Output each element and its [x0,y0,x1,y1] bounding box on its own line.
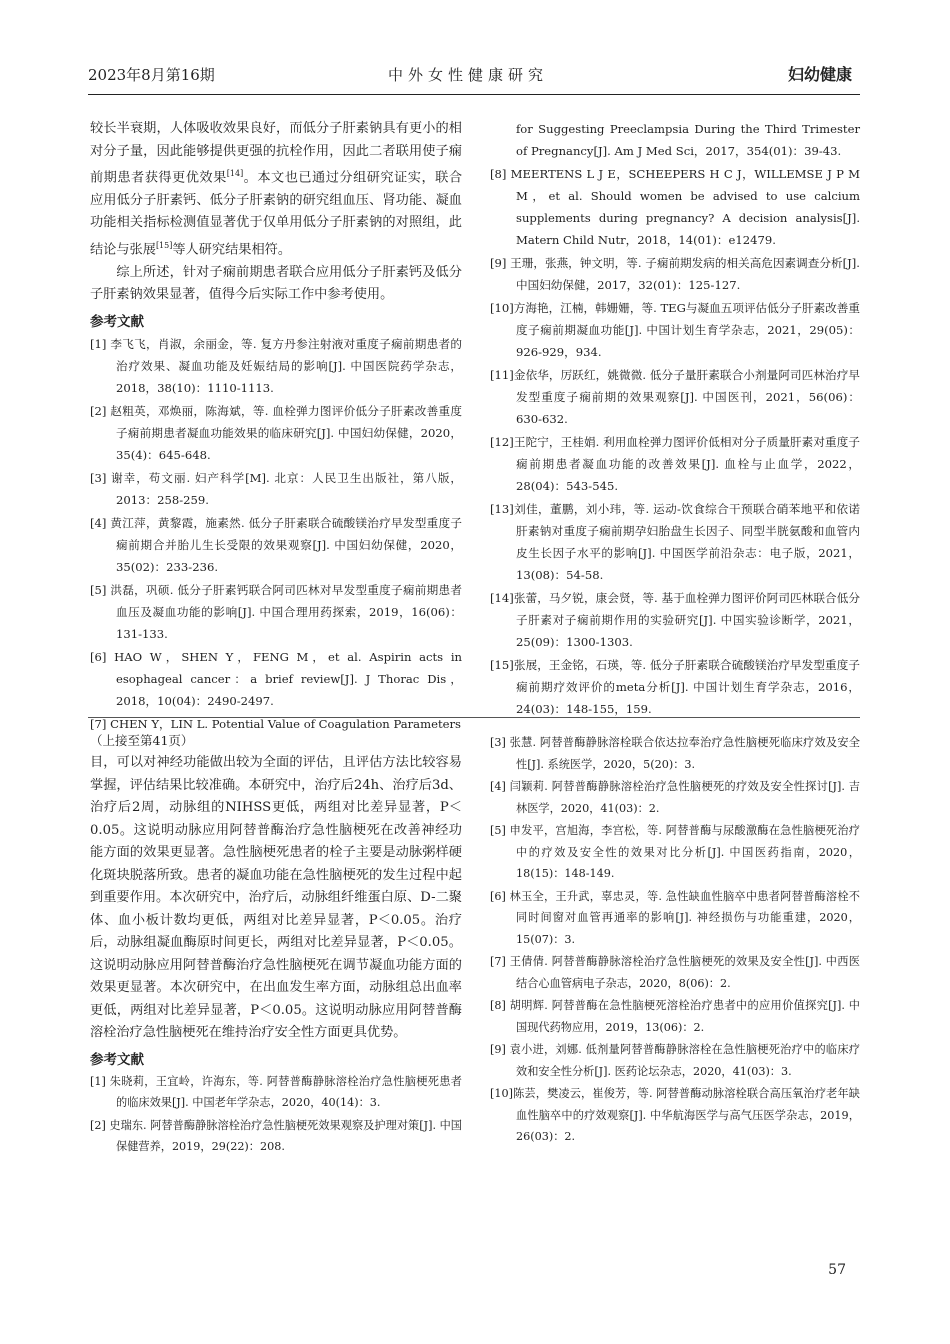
issue-date: 2023年8月第16期 [88,66,215,84]
reference-item: [3] 张慧. 阿替普酶静脉溶栓联合依达拉奉治疗急性脑梗死临床疗效及安全性[J]. 系统医学，2020，5(20)：3. [490,736,860,771]
reference-item: [15]张展，王金铭，石瑛，等. 低分子肝素联合硫酸镁治疗早发型重度子痫前期疗效评价的meta分析[J]. 中国计划生育学杂志，2016，24(03)：148-155，159. [490,658,860,716]
article-separator [88,717,860,718]
top-right-column [490,118,860,716]
reference-item: [2] 赵粗英，邓焕丽，陈海斌，等. 血栓弹力图评价低分子肝素改善重度子痫前期患者凝血功能效果的临床研究[J]. 中国妇幼保健，2020，35(4)：645-648. [90,403,462,462]
reference-item: [8] 胡明辉. 阿替普酶在急性脑梗死溶栓治疗患者中的应用价值探究[J]. 中国现代药物应用，2019，13(06)：2. [490,999,860,1034]
continued-from-note: （上接至第41页） [90,733,194,748]
body-paragraph: 较长半衰期，人体吸收效果良好，而低分子肝素钠具有更小的相对分子量，因此能够提供更强的抗栓作用，因此二者联用使子痫前期患者获得更优效果[14]。本文也已通过分组研究证实，联合应用低分子肝素钙、低分子肝素钠的研究组血压、肾功能、凝血功能相关指标检测值显著优于仅单用低分子肝素钠的对照组，此结论与张展[15]等人研究结果相符。 [90,121,463,258]
reference-item: [1] 朱晓莉，王宜岭，许海东，等. 阿替普酶静脉溶栓治疗急性脑梗死患者的临床效果[J]. 中国老年学杂志，2020，40(14)：3. [90,1074,462,1109]
references-heading: 参考文献 [90,1051,144,1068]
reference-item: [9] 袁小进，刘娜. 低剂量阿替普酶静脉溶栓在急性脑梗死治疗中的临床疗效和安全性分析[J]. 医药论坛杂志，2020，41(03)：3. [490,1043,860,1078]
body-paragraph: 目，可以对神经功能做出较为全面的评估，且评估方法比较容易掌握，评估结果比较准确。本研究中，治疗后24h、治疗后3d、治疗后2周，动脉组的NIHSS更低，两组对比差异显著，P＜0.05。这说明动脉应用阿替普酶治疗急性脑梗死在改善神经功能方面的效果更显著。急性脑梗死患者的栓子主要是动脉粥样硬化斑块脱落所致。患者的凝血功能在急性脑梗死的发生过程中起到重要作用。本次研究中，治疗后，动脉组纤维蛋白原、D-二聚体、血小板计数均更低，两组对比差异显著，P＜0.05。治疗后，动脉组凝血酶原时间更长，两组对比差异显著，P＜0.05。这说明动脉应用阿替普酶治疗急性脑梗死在调节凝血功能方面的效果更显著。本次研究中，在出血发生率方面，动脉组总出血率更低，两组对比差异显著，P＜0.05。这说明动脉应用阿替普酶溶栓治疗急性脑梗死在维持治疗安全性方面更具优势。 [90,755,462,1040]
reference-item: [14]张蕾，马夕锐，康会贤，等. 基于血栓弹力图评价阿司匹林联合低分子肝素对子痫前期作用的实验研究[J]. 中国实验诊断学，2021，25(09)：1300-1303. [490,591,860,649]
reference-item: [12]王陀宁，王桂娟. 利用血栓弹力图评价低相对分子质量肝素对重度子痫前期患者凝血功能的改善效果[J]. 血栓与止血学，2022，28(04)：543-545. [490,435,860,493]
reference-item: [6] HAO W，SHEN Y，FENG M，et al. Aspirin acts in esophageal cancer：a brief review[J]. J Thorac Dis，2018，10(04)：2490-2497. [90,649,462,708]
top-left-column [90,118,463,731]
reference-item: [10]方海艳，江楠，韩姗姗，等. TEG与凝血五项评估低分子肝素改善重度子痫前期凝血功能[J]. 中国计划生育学杂志，2021，29(05)：926-929，934. [490,301,860,359]
page-number: 57 [828,1262,846,1278]
reference-item: [13]刘佳，董鹏，刘小玮，等. 运动-饮食综合干预联合硝苯地平和依诺肝素钠对重度子痫前期孕妇胎盘生长因子、同型半胱氨酸和血管内皮生长因子水平的影响[J]. 中国医学前沿杂志：电子版，2021，13(08)：54-58. [490,502,860,582]
bottom-left-column [90,732,462,1202]
reference-item: [4] 黄江萍，黄黎霞，施素然. 低分子肝素联合硫酸镁治疗早发型重度子痫前期合并胎儿生长受限的效果观察[J]. 中国妇幼保健，2020，35(02)：233-236. [90,515,462,574]
reference-item: [11]金依华，厉跃红，姚微微. 低分子量肝素联合小剂量阿司匹林治疗早发型重度子痫前期的效果观察[J]. 中国医刊，2021，56(06)：630-632. [490,368,860,426]
reference-item: [7] CHEN Y，LIN L. Potential Value of Coagulation Parameters [90,716,461,731]
journal-title: 中外女性健康研究 [388,66,549,84]
header-rule [88,94,860,95]
citation-14[interactable]: [14] [226,169,244,178]
reference-item: [10]陈芸，樊凌云，崔俊芳，等. 阿替普酶动脉溶栓联合高压氧治疗老年缺血性脑卒中的疗效观察[J]. 中华航海医学与高气压医学杂志，2019，26(03)：2. [490,1087,860,1143]
reference-continuation: for Suggesting Preeclampsia During the Third Trimester of Pregnancy[J]. Am J Med Sci，2017，354(01)：39-43. [516,122,860,158]
references-heading: 参考文献 [90,313,144,330]
reference-item: [5] 洪磊，巩硕. 低分子肝素钙联合阿司匹林对早发型重度子痫前期患者血压及凝血功能的影响[J]. 中国合理用药探索，2019，16(06)：131-133. [90,582,462,641]
reference-item: [1] 李飞飞，肖淑，余丽金，等. 复方丹参注射液对重度子痫前期患者的治疗效果、凝血功能及妊娠结局的影响[J]. 中国医院药学杂志，2018，38(10)：1110-1113. [90,336,462,395]
citation-15[interactable]: [15] [155,240,173,250]
reference-item: [9] 王珊，张燕，钟文明，等. 子痫前期发病的相关高危因素调查分析[J]. 中国妇幼保健，2017，32(01)：125-127. [490,256,860,292]
reference-item: [8] MEERTENS L J E，SCHEEPERS H C J，WILLEMSE J P M M，et al. Should women be advised to use calcium supplements during pregnancy? A decision analysis[J]. Matern Child Nutr，2018，14(01)：e12479. [490,167,860,247]
conclusion-paragraph: 综上所述，针对子痫前期患者联合应用低分子肝素钙及低分子肝素钠效果显著，值得今后实际工作中参考使用。 [90,264,462,303]
reference-item: [4] 闫颖莉. 阿替普酶静脉溶栓治疗急性脑梗死的疗效及安全性探讨[J]. 吉林医学，2020，41(03)：2. [490,780,860,815]
reference-item: [3] 谢幸，苟文丽. 妇产科学[M]. 北京：人民卫生出版社，第八版，2013：258-259. [90,470,462,507]
reference-item: [7] 王倩倩. 阿替普酶静脉溶栓治疗急性脑梗死的效果及安全性[J]. 中西医结合心血管病电子杂志，2020，8(06)：2. [490,955,860,990]
reference-item: [2] 史瑞东. 阿替普酶静脉溶栓治疗急性脑梗死效果观察及护理对策[J]. 中国保健营养，2019，29(22)：208. [90,1118,462,1153]
reference-item: [6] 林玉全，王升武，辜忠灵，等. 急性缺血性脑卒中患者阿替普酶溶栓不同时间窗对血管再通率的影响[J]. 神经损伤与功能重建，2020，15(07)：3. [490,889,860,946]
bottom-right-column [490,732,860,1202]
reference-item: [5] 申发平，宫旭海，李宫松，等. 阿替普酶与尿酸激酶在急性脑梗死治疗中的疗效及安全性的效果对比分析[J]. 中国医药指南，2020，18(15)：148-149. [490,824,860,880]
section-title: 妇幼健康 [787,65,852,84]
